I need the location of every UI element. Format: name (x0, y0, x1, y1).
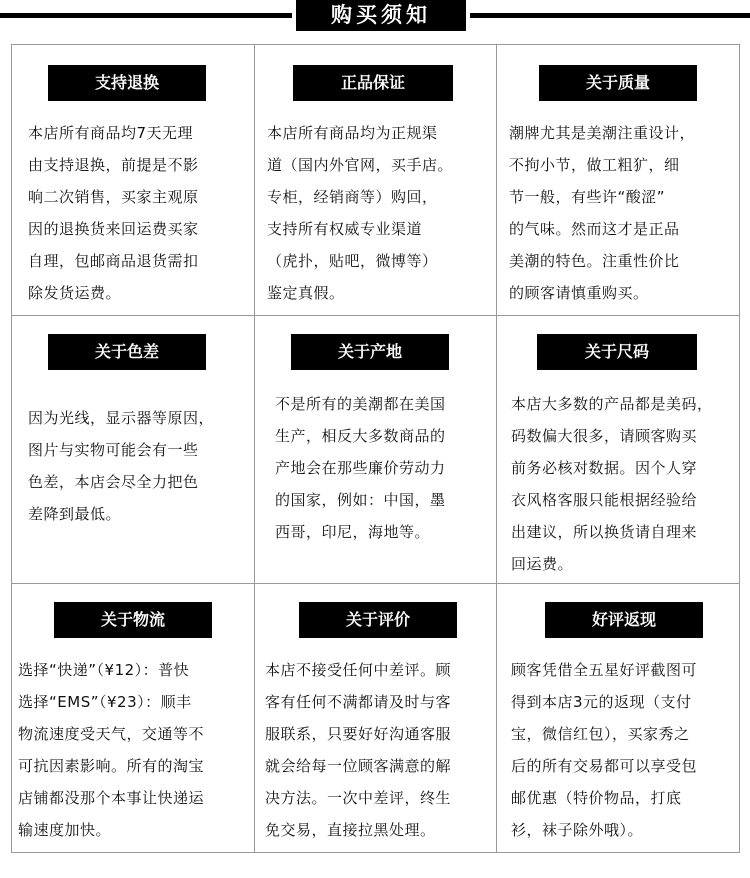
cell-text: 不是所有的美潮都在美国 生产，相反大多数商品的 产地会在那些廉价劳动力 的国家，例如：中国，墨 西哥，印尼，海地等。 (275, 395, 446, 541)
notice-cell-size (497, 316, 740, 584)
cell-label: 关于尺码 (537, 334, 697, 370)
cell-text: 本店所有商品均为正规渠 道（国内外官网，买手店。 专柜，经销商等）购回， 支持所有权威专业渠道 （虎扑，贴吧，微博等） 鉴定真假。 (267, 124, 454, 302)
page-title: 购买须知 (296, 0, 466, 31)
header-rule-right (470, 13, 750, 18)
cell-text: 顾客凭借全五星好评截图可 得到本店3元的返现（支付 宝，微信红包），买家秀之 后的所有交易都可以享受包 邮优惠（特价物品，打底 衫，袜子除外哦）。 (511, 661, 698, 839)
cell-text: 本店大多数的产品都是美码， 码数偏大很多，请顾客购买 前务必核对数据。因个人穿 衣风格客服只能根据经验给 出建议，所以换货请自理来 回运费。 (511, 395, 713, 573)
notice-cell-color (12, 316, 255, 584)
notice-cell-reviews (255, 584, 497, 853)
cell-text: 本店不接受任何中差评。顾 客有任何不满都请及时与客 服联系，只要好好沟通客服 就会给每一位顾客满意的解 决方法。一次中差评，终生 免交易，直接拉黑处理。 (265, 661, 452, 839)
header-rule-left (0, 13, 292, 18)
cell-text: 本店所有商品均7天无理 由支持退换，前提是不影 响二次销售，买家主观原 因的退换货来回运费买家 自理，包邮商品退货需扣 除发货运费。 (28, 124, 199, 302)
cell-label: 关于色差 (48, 334, 206, 370)
cell-label: 关于物流 (54, 602, 212, 638)
notice-cell-shipping (12, 584, 255, 853)
cell-label: 好评返现 (545, 602, 703, 638)
cell-label: 关于评价 (299, 602, 457, 638)
notice-cell-authentic (255, 45, 497, 316)
page-header (0, 0, 750, 44)
notice-grid (11, 44, 740, 853)
notice-cell-returns (12, 45, 255, 316)
cell-label: 正品保证 (293, 65, 453, 101)
cell-label: 关于质量 (539, 65, 697, 101)
cell-text: 潮牌尤其是美潮注重设计， 不拘小节，做工粗犷，细 节一般，有些许“酸涩” 的气味。然而这才是正品 美潮的特色。注重性价比 的顾客请慎重购买。 (509, 124, 696, 302)
cell-text: 选择“快递”（¥12）：普快 选择“EMS”（¥23）：顺丰 物流速度受天气，交通等不 可抗因素影响。所有的淘宝 店铺都没那个本事让快递运 输速度加快。 (18, 661, 205, 839)
cell-text: 因为光线，显示器等原因， 图片与实物可能会有一些 色差，本店会尽全力把色 差降到最低。 (28, 409, 215, 523)
notice-cell-quality (497, 45, 740, 316)
notice-cell-origin (255, 316, 497, 584)
cell-label: 关于产地 (291, 334, 449, 370)
notice-cell-cashback (497, 584, 740, 853)
cell-label: 支持退换 (48, 65, 206, 101)
